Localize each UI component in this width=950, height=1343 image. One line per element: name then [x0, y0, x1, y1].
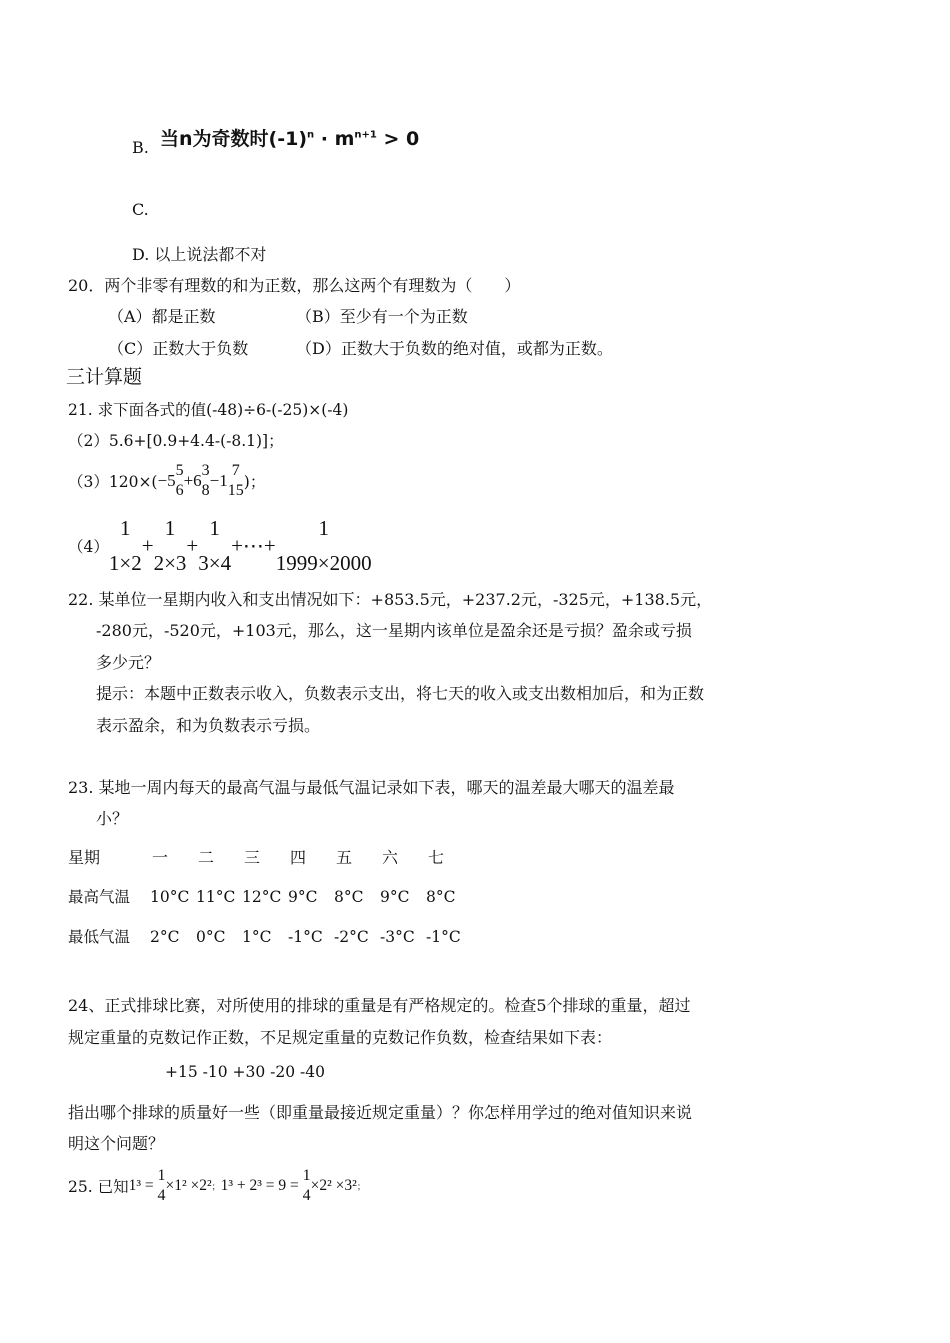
q21-line3-fraction-1: 5 6: [175, 462, 184, 499]
q21-line4-plus-1: +: [141, 533, 154, 558]
q21-line3-term1-sign: −5: [157, 471, 176, 490]
q19-option-b-sup2: n+1: [354, 129, 377, 141]
q21-line4-fraction-2: 1 2×3: [153, 516, 187, 575]
q21-line2: （2）5.6+[0.9+4.4-(-8.1)]；: [68, 432, 284, 450]
q19-option-c: C.: [132, 200, 149, 219]
q21-line4-prefix: （4）: [68, 538, 109, 556]
q23-table-header: [68, 845, 444, 868]
q19-option-b-label: B.: [132, 138, 149, 157]
q25-eq2-left: 1³ + 2³ = 9 =: [220, 1177, 303, 1194]
q21-line3-fraction-2: 3 8: [201, 462, 210, 499]
table-cell: 11°C: [196, 888, 236, 906]
q23-line1: 23. 某地一周内每天的最高气温与最低气温记录如下表，哪天的温差最大哪天的温差最: [68, 778, 675, 797]
table-cell: 8°C: [426, 888, 456, 906]
table-cell: -3°C: [380, 928, 415, 946]
q22-line1: 22. 某单位一星期内收入和支出情况如下：+853.5元，+237.2元，-325元，+138.5元，: [68, 590, 713, 609]
table-cell: 10°C: [150, 888, 190, 906]
q21-line3-fraction-3: 7 15: [227, 462, 244, 499]
q25-eq1-left: 1³ =: [128, 1177, 158, 1194]
table-cell: 9°C: [288, 888, 318, 906]
q19-option-b-text: 当n为奇数时(-1): [160, 128, 307, 150]
q19-option-d: D. 以上说法都不对: [132, 245, 267, 264]
q23-table-high: [68, 885, 455, 907]
q21-line3-op3: −1: [209, 471, 228, 490]
q21-line3-suffix: )；: [243, 473, 266, 491]
q22-hint-line2: 表示盈余，和为负数表示亏损。: [96, 716, 321, 735]
q21-line4-fraction-1: 1 1×2: [108, 516, 142, 575]
q24-line3: 指出哪个排球的质量好一些（即重量最接近规定重量）？你怎样用学过的绝对值知识来说: [68, 1103, 693, 1122]
table-cell: 一: [152, 848, 169, 867]
q24-values: +15 -10 +30 -20 -40: [165, 1063, 326, 1081]
table-cell: 最低气温: [68, 928, 131, 946]
q24-line1: 24、正式排球比赛，对所使用的排球的重量是有严格规定的。检查5个排球的重量，超过: [68, 996, 691, 1015]
q22-hint-line1: 提示：本题中正数表示收入，负数表示支出，将七天的收入或支出数相加后，和为正数: [96, 684, 705, 703]
q21-line3: [68, 463, 265, 499]
q22-line3: 多少元？: [96, 653, 161, 672]
table-cell: 七: [428, 848, 445, 867]
q19-option-b-mid: · m: [314, 128, 355, 150]
q21-line3-prefix: （3）120×(: [68, 473, 158, 491]
q24-line2: 规定重量的克数记作正数，不足规定重量的克数记作负数，检查结果如下表：: [68, 1028, 613, 1047]
q25-fraction-2: 1 4: [302, 1167, 311, 1204]
q23-table-low: [68, 925, 461, 947]
table-cell: 9°C: [380, 888, 410, 906]
table-cell: 三: [244, 848, 261, 867]
section-title: 三计算题: [66, 366, 143, 388]
table-cell: 12°C: [242, 888, 282, 906]
q21-line3-op2: +6: [183, 471, 202, 490]
q19-option-b-formula: [160, 124, 419, 151]
q20-option-c: （C）正数大于负数: [108, 339, 249, 358]
q25-eq2-right: ×2² ×3²: [310, 1177, 357, 1194]
q24-line4: 明这个问题？: [68, 1134, 165, 1153]
q23-line2: 小？: [96, 809, 129, 828]
q20-option-b: （B）至少有一个为正数: [296, 307, 468, 326]
table-cell: 五: [336, 848, 353, 867]
q25-separator: ；: [211, 1182, 221, 1193]
table-cell: 六: [382, 848, 399, 867]
table-cell: 星期: [68, 848, 101, 867]
q21-line1: 21. 求下面各式的值(-48)÷6-(-25)×(-4): [68, 401, 349, 419]
q20-stem: 20．两个非零有理数的和为正数，那么这两个有理数为（ ）: [68, 276, 521, 295]
table-cell: 最高气温: [68, 888, 131, 906]
q25-end: ；: [356, 1182, 366, 1193]
table-cell: 8°C: [334, 888, 364, 906]
table-cell: 1°C: [242, 928, 272, 946]
table-cell: 2°C: [150, 928, 180, 946]
q21-line4-dots: +⋯+: [231, 533, 276, 558]
table-cell: 二: [198, 848, 215, 867]
q25-eq1-right: ×1² ×2²: [165, 1177, 212, 1194]
q20-option-d: （D）正数大于负数的绝对值，或都为正数。: [296, 339, 613, 358]
q21-line4-plus-2: +: [186, 533, 199, 558]
q19-option-b-sup1: n: [307, 129, 315, 141]
q25-fraction-1: 1 4: [157, 1167, 166, 1204]
q21-line4: [68, 518, 372, 574]
table-cell: 0°C: [196, 928, 226, 946]
q21-line4-fraction-4: 1 1999×2000: [275, 516, 372, 575]
q25-line: [68, 1168, 366, 1204]
q25-prefix: 25. 已知: [68, 1178, 129, 1196]
table-cell: 四: [290, 848, 307, 867]
table-cell: -1°C: [426, 928, 461, 946]
q22-line2: -280元，-520元，+103元，那么，这一星期内该单位是盈余还是亏损？盈余或亏损: [96, 621, 692, 640]
q21-line4-fraction-3: 1 3×4: [198, 516, 232, 575]
q19-option-b-tail: > 0: [376, 128, 420, 150]
q20-option-a: （A）都是正数: [108, 307, 216, 326]
table-cell: -2°C: [334, 928, 369, 946]
table-cell: -1°C: [288, 928, 323, 946]
